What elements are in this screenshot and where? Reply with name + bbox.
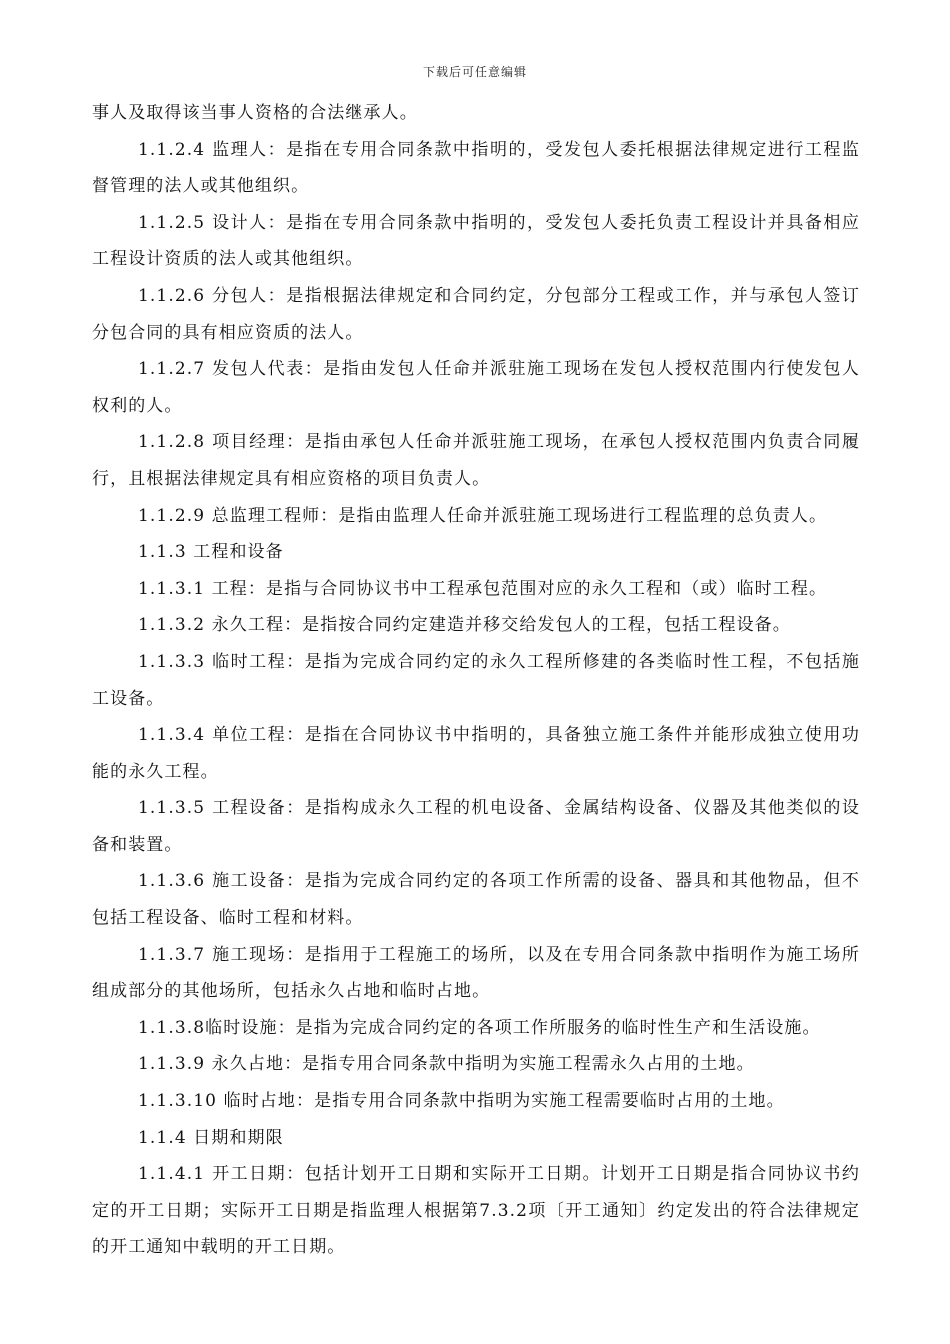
clause-1-1-2-9: 1.1.2.9 总监理工程师：是指由监理人任命并派驻施工现场进行工程监理的总负责人。 [138,505,828,526]
clause-1-1-3-2: 1.1.3.2 永久工程：是指按合同约定建造并移交给发包人的工程，包括工程设备。 [138,615,791,636]
clause-1-1-3-1: 1.1.3.1 工程：是指与合同协议书中工程承包范围对应的永久工程和（或）临时工程。 [138,578,828,599]
section-1-1-4-heading: 1.1.4 日期和期限 [138,1127,284,1148]
clause-1-1-2-4: 1.1.2.4 监理人：是指在专用合同条款中指明的，受发包人委托根据法律规定进行工程监督管理的法人或其他组织。 [92,139,860,197]
clause-1-1-2-8: 1.1.2.8 项目经理：是指由承包人任命并派驻施工现场，在承包人授权范围内负责合同履行，且根据法律规定具有相应资格的项目负责人。 [92,432,860,489]
clause-1-1-3-5: 1.1.3.5 工程设备：是指构成永久工程的机电设备、金属结构设备、仪器及其他类似的设备和装置。 [92,798,860,855]
clause-1-1-3-4: 1.1.3.4 单位工程：是指在合同协议书中指明的，具备独立施工条件并能形成独立使用功能的永久工程。 [92,725,860,782]
clause-1-1-2-7: 1.1.2.7 发包人代表：是指由发包人任命并派驻施工现场在发包人授权范围内行使发包人权利的人。 [92,359,860,416]
page-header-note: 下载后可任意编辑 [422,65,527,79]
clause-1-1-3-8: 1.1.3.8临时设施：是指为完成合同约定的各项工作所服务的临时性生产和生活设施。 [138,1017,821,1038]
section-1-1-3-heading: 1.1.3 工程和设备 [138,542,284,563]
clause-1-1-3-10: 1.1.3.10 临时占地：是指专用合同条款中指明为实施工程需要临时占用的土地。 [138,1091,785,1112]
clause-1-1-2-6: 1.1.2.6 分包人：是指根据法律规定和合同约定，分包部分工程或工作，并与承包人签订分包合同的具有相应资质的法人。 [92,285,860,343]
clause-1-1-4-1: 1.1.4.1 开工日期：包括计划开工日期和实际开工日期。计划开工日期是指合同协议书约定的开工日期；实际开工日期是指监理人根据第7.3.2项〔开工通知〕约定发出的符合法律规定的开工通知中载明的开工日期。 [92,1164,860,1258]
document-body [92,95,860,1266]
clause-1-1-2-5: 1.1.2.5 设计人：是指在专用合同条款中指明的，受发包人委托负责工程设计并具备相应工程设计资质的法人或其他组织。 [92,212,860,270]
clause-1-1-3-9: 1.1.3.9 永久占地：是指专用合同条款中指明为实施工程需永久占用的土地。 [138,1054,755,1075]
clause-1-1-3-7: 1.1.3.7 施工现场：是指用于工程施工的场所，以及在专用合同条款中指明作为施工场所组成部分的其他场所，包括永久占地和临时占地。 [92,944,860,1002]
clause-1-1-3-6: 1.1.3.6 施工设备：是指为完成合同约定的各项工作所需的设备、器具和其他物品，但不包括工程设备、临时工程和材料。 [92,871,860,929]
paragraph-0: 事人及取得该当事人资格的合法继承人。 [92,103,418,123]
clause-1-1-3-3: 1.1.3.3 临时工程：是指为完成合同约定的永久工程所修建的各类临时性工程，不包括施工设备。 [92,651,860,709]
